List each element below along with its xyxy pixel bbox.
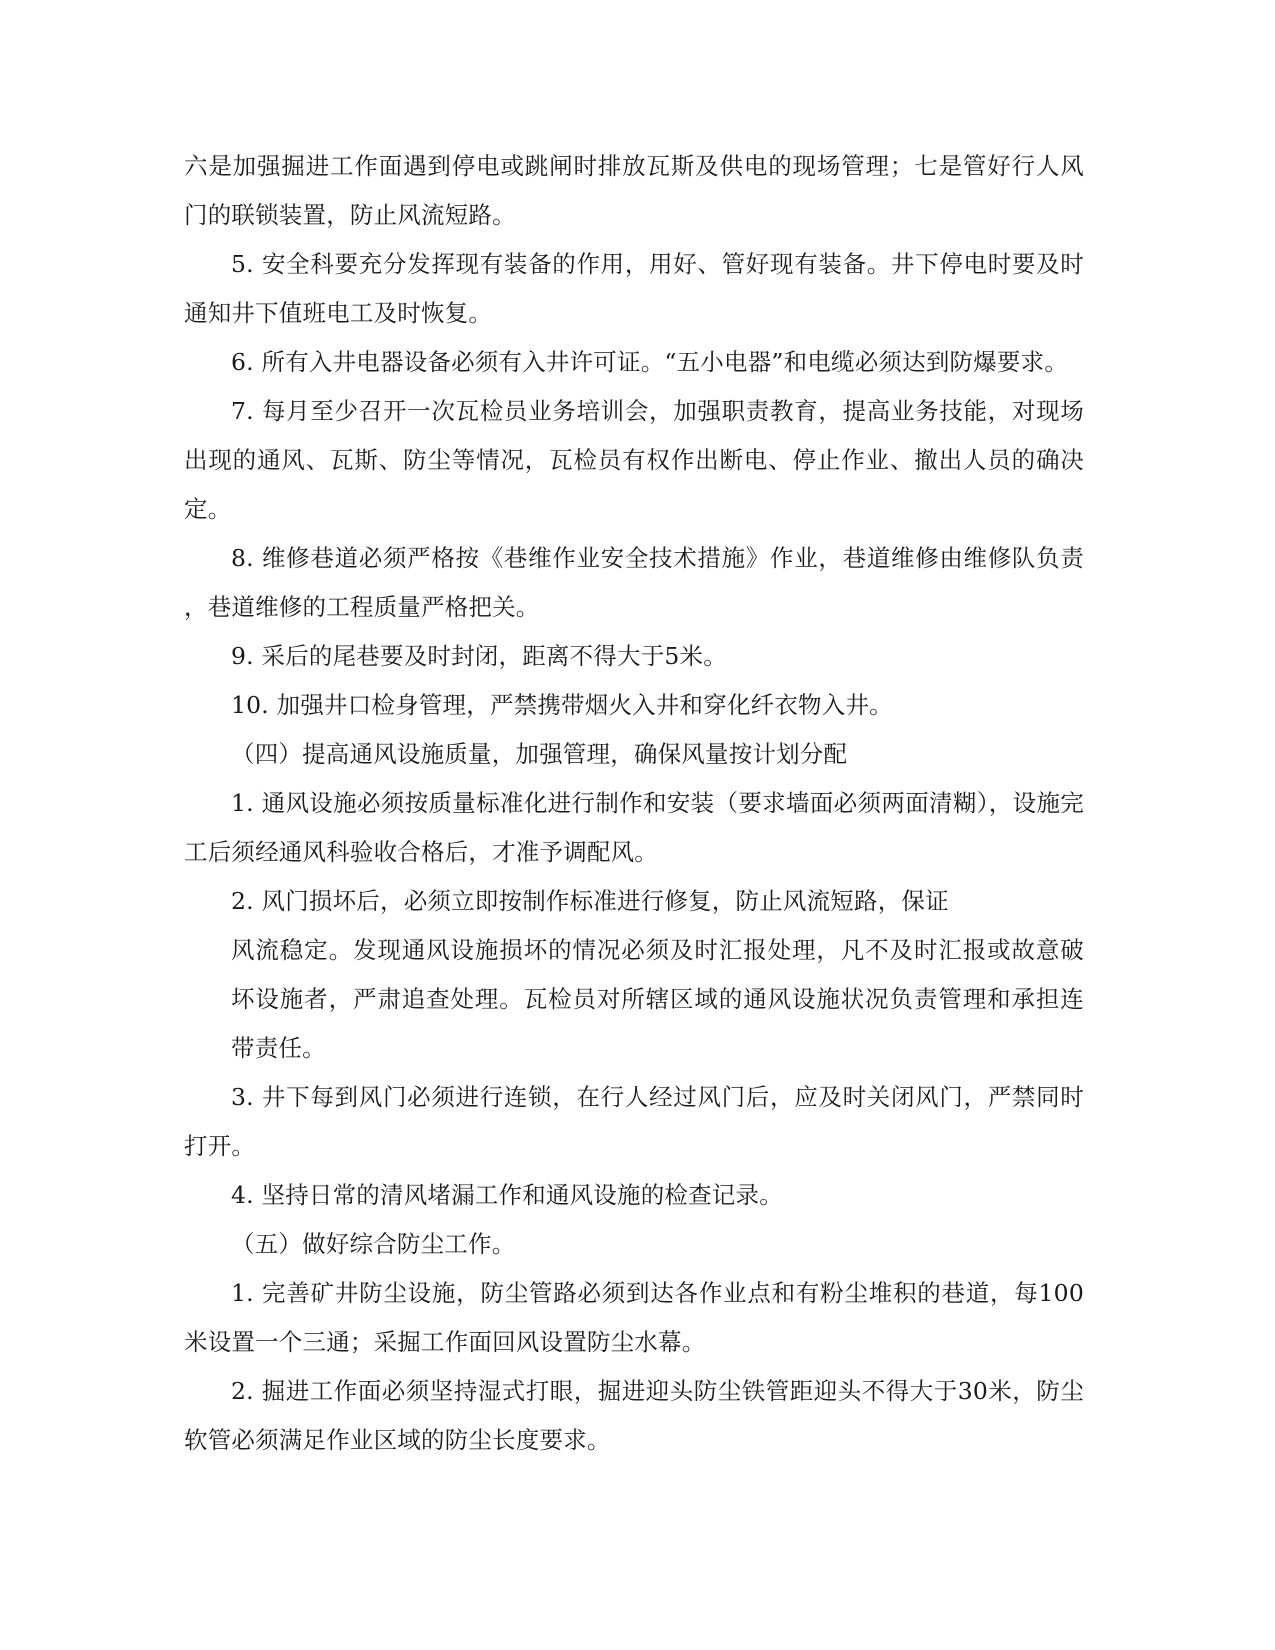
paragraph-5: 8. 维修巷道必须严格按《巷维作业安全技术措施》作业，巷道维修由维修队负责，巷道维修的工程质量严格把关。 bbox=[184, 544, 1084, 621]
paragraph-6: 9. 采后的尾巷要及时封闭，距离不得大于5米。 bbox=[231, 642, 727, 670]
paragraph-11: 风流稳定。发现通风设施损坏的情况必须及时汇报处理，凡不及时汇报或故意破坏设施者，严肃追查处理。瓦检员对所辖区域的通风设施状况负责管理和承担连带责任。 bbox=[231, 936, 1084, 1062]
paragraph-13: 4. 坚持日常的清风堵漏工作和通风设施的检查记录。 bbox=[231, 1181, 783, 1209]
paragraph-15: 1. 完善矿井防尘设施，防尘管路必须到达各作业点和有粉尘堆积的巷道，每100米设置一个三通；采掘工作面回风设置防尘水幕。 bbox=[184, 1279, 1084, 1356]
paragraph-12: 3. 井下每到风门必须进行连锁，在行人经过风门后，应及时关闭风门，严禁同时打开。 bbox=[184, 1083, 1084, 1160]
paragraph-16: 2. 掘进工作面必须坚持湿式打眼，掘进迎头防尘铁管距迎头不得大于30米，防尘软管必须满足作业区域的防尘长度要求。 bbox=[184, 1377, 1084, 1454]
document-body bbox=[184, 142, 1084, 1465]
paragraph-2: 5. 安全科要充分发挥现有装备的作用，用好、管好现有装备。井下停电时要及时通知井下值班电工及时恢复。 bbox=[184, 250, 1084, 327]
section-heading-5: （五）做好综合防尘工作。 bbox=[231, 1230, 516, 1258]
paragraph-1: 六是加强掘进工作面遇到停电或跳闸时排放瓦斯及供电的现场管理；七是管好行人风门的联锁装置，防止风流短路。 bbox=[184, 152, 1084, 229]
paragraph-9: 1. 通风设施必须按质量标准化进行制作和安装（要求墙面必须两面清糊），设施完工后须经通风科验收合格后，才准予调配风。 bbox=[184, 789, 1084, 866]
paragraph-4: 7. 每月至少召开一次瓦检员业务培训会，加强职责教育，提高业务技能，对现场出现的通风、瓦斯、防尘等情况，瓦检员有权作出断电、停止作业、撤出人员的确决定。 bbox=[184, 397, 1084, 523]
paragraph-10: 2. 风门损坏后，必须立即按制作标准进行修复，防止风流短路，保证 bbox=[231, 887, 949, 915]
section-heading-4: （四）提高通风设施质量，加强管理，确保风量按计划分配 bbox=[231, 740, 848, 768]
paragraph-3: 6. 所有入井电器设备必须有入井许可证。“五小电器”和电缆必须达到防爆要求。 bbox=[231, 348, 1069, 376]
paragraph-7: 10. 加强井口检身管理，严禁携带烟火入井和穿化纤衣物入井。 bbox=[231, 691, 893, 719]
